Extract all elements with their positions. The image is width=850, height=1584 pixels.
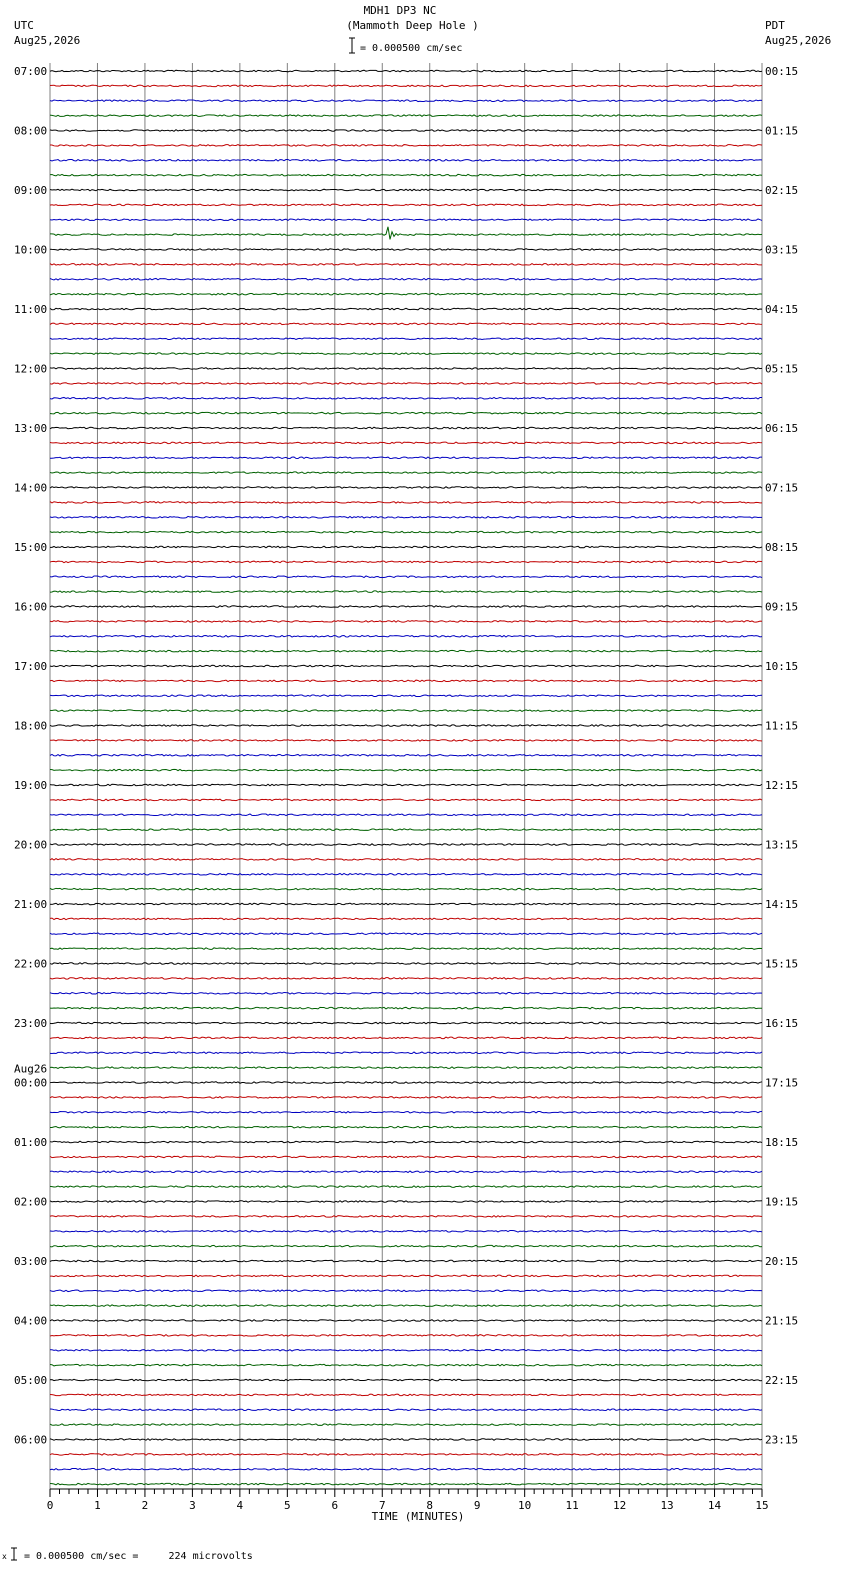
trace-line xyxy=(50,740,762,742)
trace-line xyxy=(50,1320,762,1322)
pdt-hour-label: 09:15 xyxy=(765,600,799,614)
pdt-hour-label: 08:15 xyxy=(765,541,799,554)
trace-line xyxy=(50,1305,762,1307)
utc-hour-label: 14:00 xyxy=(14,481,48,495)
scale-label: = 0.000500 cm/sec xyxy=(360,43,463,54)
trace-line xyxy=(50,591,762,593)
trace-line xyxy=(50,115,762,117)
utc-hour-label: 01:00 xyxy=(14,1136,48,1149)
trace-line xyxy=(50,1275,762,1277)
utc-hour-label: 15:00 xyxy=(14,541,48,554)
trace-line xyxy=(50,457,762,459)
utc-hour-label: 19:00 xyxy=(14,779,48,792)
pdt-hour-label: 15:15 xyxy=(765,957,799,971)
footer-scale-note: = 0.000500 cm/sec = 224 microvolts xyxy=(24,1551,253,1562)
trace-line xyxy=(50,903,762,905)
x-tick-label: 13 xyxy=(660,1499,674,1512)
x-tick-label: 0 xyxy=(46,1499,54,1512)
pdt-hour-label: 04:15 xyxy=(765,303,799,316)
trace-line xyxy=(50,1082,762,1084)
trace-line xyxy=(50,472,762,474)
x-tick-label: 8 xyxy=(426,1499,434,1512)
x-tick-label: 15 xyxy=(755,1499,769,1512)
trace-line xyxy=(50,249,762,251)
pdt-hour-label: 00:15 xyxy=(765,65,799,78)
trace-line xyxy=(50,1126,762,1128)
trace-line xyxy=(50,1111,762,1113)
trace-line xyxy=(50,963,762,965)
trace-line xyxy=(50,1260,762,1262)
x-tick-label: 6 xyxy=(331,1499,339,1512)
pdt-hour-label: 01:15 xyxy=(765,124,799,138)
station-title: MDH1 DP3 NC xyxy=(363,4,437,17)
pdt-hour-label: 16:15 xyxy=(765,1017,799,1030)
trace-line xyxy=(50,1052,762,1054)
trace-line xyxy=(50,227,762,240)
trace-line xyxy=(50,1141,762,1143)
utc-hour-label: 13:00 xyxy=(14,422,48,435)
utc-hour-label: 18:00 xyxy=(14,719,48,733)
pdt-hour-label: 03:15 xyxy=(765,243,799,257)
trace-line xyxy=(50,1394,762,1396)
trace-line xyxy=(50,978,762,980)
x-tick-label: 10 xyxy=(518,1499,532,1512)
pdt-hour-label: 11:15 xyxy=(765,719,799,733)
trace-line xyxy=(50,1349,762,1351)
trace-line xyxy=(50,368,762,370)
utc-date-change-label: Aug26 xyxy=(14,1062,48,1076)
trace-line xyxy=(50,1007,762,1009)
trace-line xyxy=(50,650,762,652)
trace-line xyxy=(50,710,762,712)
trace-line xyxy=(50,933,762,935)
pdt-hour-label: 10:15 xyxy=(765,660,799,673)
trace-line xyxy=(50,948,762,950)
trace-line xyxy=(50,1022,762,1024)
utc-zone-label: UTC xyxy=(14,19,34,32)
pdt-hour-label: 02:15 xyxy=(765,184,799,197)
trace-line xyxy=(50,293,762,295)
utc-hour-label: 10:00 xyxy=(14,243,48,257)
trace-line xyxy=(50,383,762,385)
trace-line xyxy=(50,1439,762,1441)
x-tick-label: 14 xyxy=(707,1499,722,1512)
pdt-hour-label: 19:15 xyxy=(765,1195,799,1209)
utc-hour-label: 23:00 xyxy=(14,1017,48,1030)
pdt-hour-label: 07:15 xyxy=(765,481,799,495)
pdt-hour-label: 22:15 xyxy=(765,1374,799,1387)
x-tick-label: 1 xyxy=(94,1499,101,1512)
utc-hour-label: 22:00 xyxy=(14,957,48,971)
trace-line xyxy=(50,1483,762,1485)
x-tick-label: 11 xyxy=(565,1499,579,1512)
x-tick-label: 4 xyxy=(236,1499,244,1512)
trace-line xyxy=(50,635,762,637)
trace-line xyxy=(50,1468,762,1470)
trace-line xyxy=(50,1364,762,1366)
trace-line xyxy=(50,1290,762,1292)
utc-hour-label: 00:00 xyxy=(14,1076,48,1090)
utc-hour-label: 03:00 xyxy=(14,1255,48,1268)
x-tick-label: 9 xyxy=(473,1499,481,1512)
trace-line xyxy=(50,353,762,355)
trace-line xyxy=(50,918,762,920)
pdt-hour-label: 12:15 xyxy=(765,779,799,792)
utc-hour-label: 02:00 xyxy=(14,1195,48,1209)
trace-line xyxy=(50,1156,762,1158)
trace-line xyxy=(50,1379,762,1381)
utc-date-label: Aug25,2026 xyxy=(14,34,81,47)
pdt-hour-label: 20:15 xyxy=(765,1255,799,1268)
x-tick-label: 12 xyxy=(612,1499,627,1512)
trace-line xyxy=(50,814,762,816)
trace-line xyxy=(50,145,762,147)
trace-line xyxy=(50,189,762,191)
trace-line xyxy=(50,1067,762,1069)
trace-line xyxy=(50,1230,762,1232)
trace-line xyxy=(50,680,762,682)
trace-line xyxy=(50,1186,762,1188)
pdt-hour-label: 05:15 xyxy=(765,362,799,376)
trace-line xyxy=(50,278,762,280)
utc-hour-label: 17:00 xyxy=(14,660,48,673)
trace-line xyxy=(50,799,762,801)
trace-line xyxy=(50,1216,762,1218)
trace-line xyxy=(50,1335,762,1337)
pdt-zone-label: PDT xyxy=(765,19,785,32)
trace-line xyxy=(50,264,762,266)
footer-marker-icon: x xyxy=(2,1552,7,1561)
trace-line xyxy=(50,70,762,72)
trace-line xyxy=(50,85,762,87)
trace-line xyxy=(50,130,762,132)
utc-hour-label: 16:00 xyxy=(14,600,48,614)
trace-line xyxy=(50,1201,762,1203)
trace-line xyxy=(50,397,762,399)
trace-line xyxy=(50,695,762,697)
trace-line xyxy=(50,754,762,756)
pdt-hour-label: 14:15 xyxy=(765,898,799,911)
trace-line xyxy=(50,725,762,727)
pdt-date-label: Aug25,2026 xyxy=(765,34,832,47)
trace-line xyxy=(50,829,762,831)
utc-hour-label: 20:00 xyxy=(14,838,48,852)
utc-hour-label: 08:00 xyxy=(14,124,48,138)
station-location: (Mammoth Deep Hole ) xyxy=(346,19,479,32)
trace-line xyxy=(50,1097,762,1099)
trace-line xyxy=(50,546,762,548)
pdt-hour-label: 17:15 xyxy=(765,1076,799,1090)
trace-line xyxy=(50,159,762,161)
utc-hour-label: 04:00 xyxy=(14,1314,48,1328)
trace-line xyxy=(50,204,762,206)
trace-line xyxy=(50,1245,762,1247)
trace-line xyxy=(50,873,762,875)
utc-hour-label: 06:00 xyxy=(14,1433,48,1447)
trace-line xyxy=(50,1037,762,1039)
trace-line xyxy=(50,412,762,414)
utc-hour-label: 05:00 xyxy=(14,1374,48,1387)
trace-line xyxy=(50,442,762,444)
trace-line xyxy=(50,888,762,890)
trace-line xyxy=(50,844,762,846)
trace-line xyxy=(50,665,762,667)
trace-line xyxy=(50,576,762,578)
trace-line xyxy=(50,219,762,221)
x-tick-label: 2 xyxy=(141,1499,149,1512)
trace-line xyxy=(50,606,762,608)
trace-line xyxy=(50,1424,762,1426)
x-tick-label: 7 xyxy=(378,1499,386,1512)
trace-line xyxy=(50,427,762,429)
pdt-hour-label: 13:15 xyxy=(765,838,799,852)
utc-hour-label: 12:00 xyxy=(14,362,48,376)
trace-line xyxy=(50,531,762,533)
utc-hour-label: 09:00 xyxy=(14,184,48,197)
pdt-hour-label: 18:15 xyxy=(765,1136,799,1149)
trace-line xyxy=(50,1171,762,1173)
trace-line xyxy=(50,516,762,518)
trace-line xyxy=(50,859,762,861)
trace-line xyxy=(50,338,762,340)
trace-line xyxy=(50,100,762,102)
trace-line xyxy=(50,174,762,176)
pdt-hour-label: 21:15 xyxy=(765,1314,799,1328)
utc-hour-label: 07:00 xyxy=(14,65,48,78)
trace-line xyxy=(50,561,762,563)
trace-line xyxy=(50,308,762,310)
trace-line xyxy=(50,621,762,623)
trace-line xyxy=(50,1454,762,1456)
trace-line xyxy=(50,502,762,504)
x-tick-label: 3 xyxy=(189,1499,196,1512)
trace-line xyxy=(50,1409,762,1411)
utc-hour-label: 21:00 xyxy=(14,898,48,911)
pdt-hour-label: 23:15 xyxy=(765,1433,799,1447)
x-axis-title: TIME (MINUTES) xyxy=(371,1510,465,1523)
pdt-hour-label: 06:15 xyxy=(765,422,799,435)
trace-line xyxy=(50,487,762,489)
x-tick-label: 5 xyxy=(284,1499,291,1512)
trace-line xyxy=(50,323,762,325)
trace-line xyxy=(50,992,762,994)
trace-line xyxy=(50,784,762,786)
trace-line xyxy=(50,769,762,771)
utc-hour-label: 11:00 xyxy=(14,303,48,316)
